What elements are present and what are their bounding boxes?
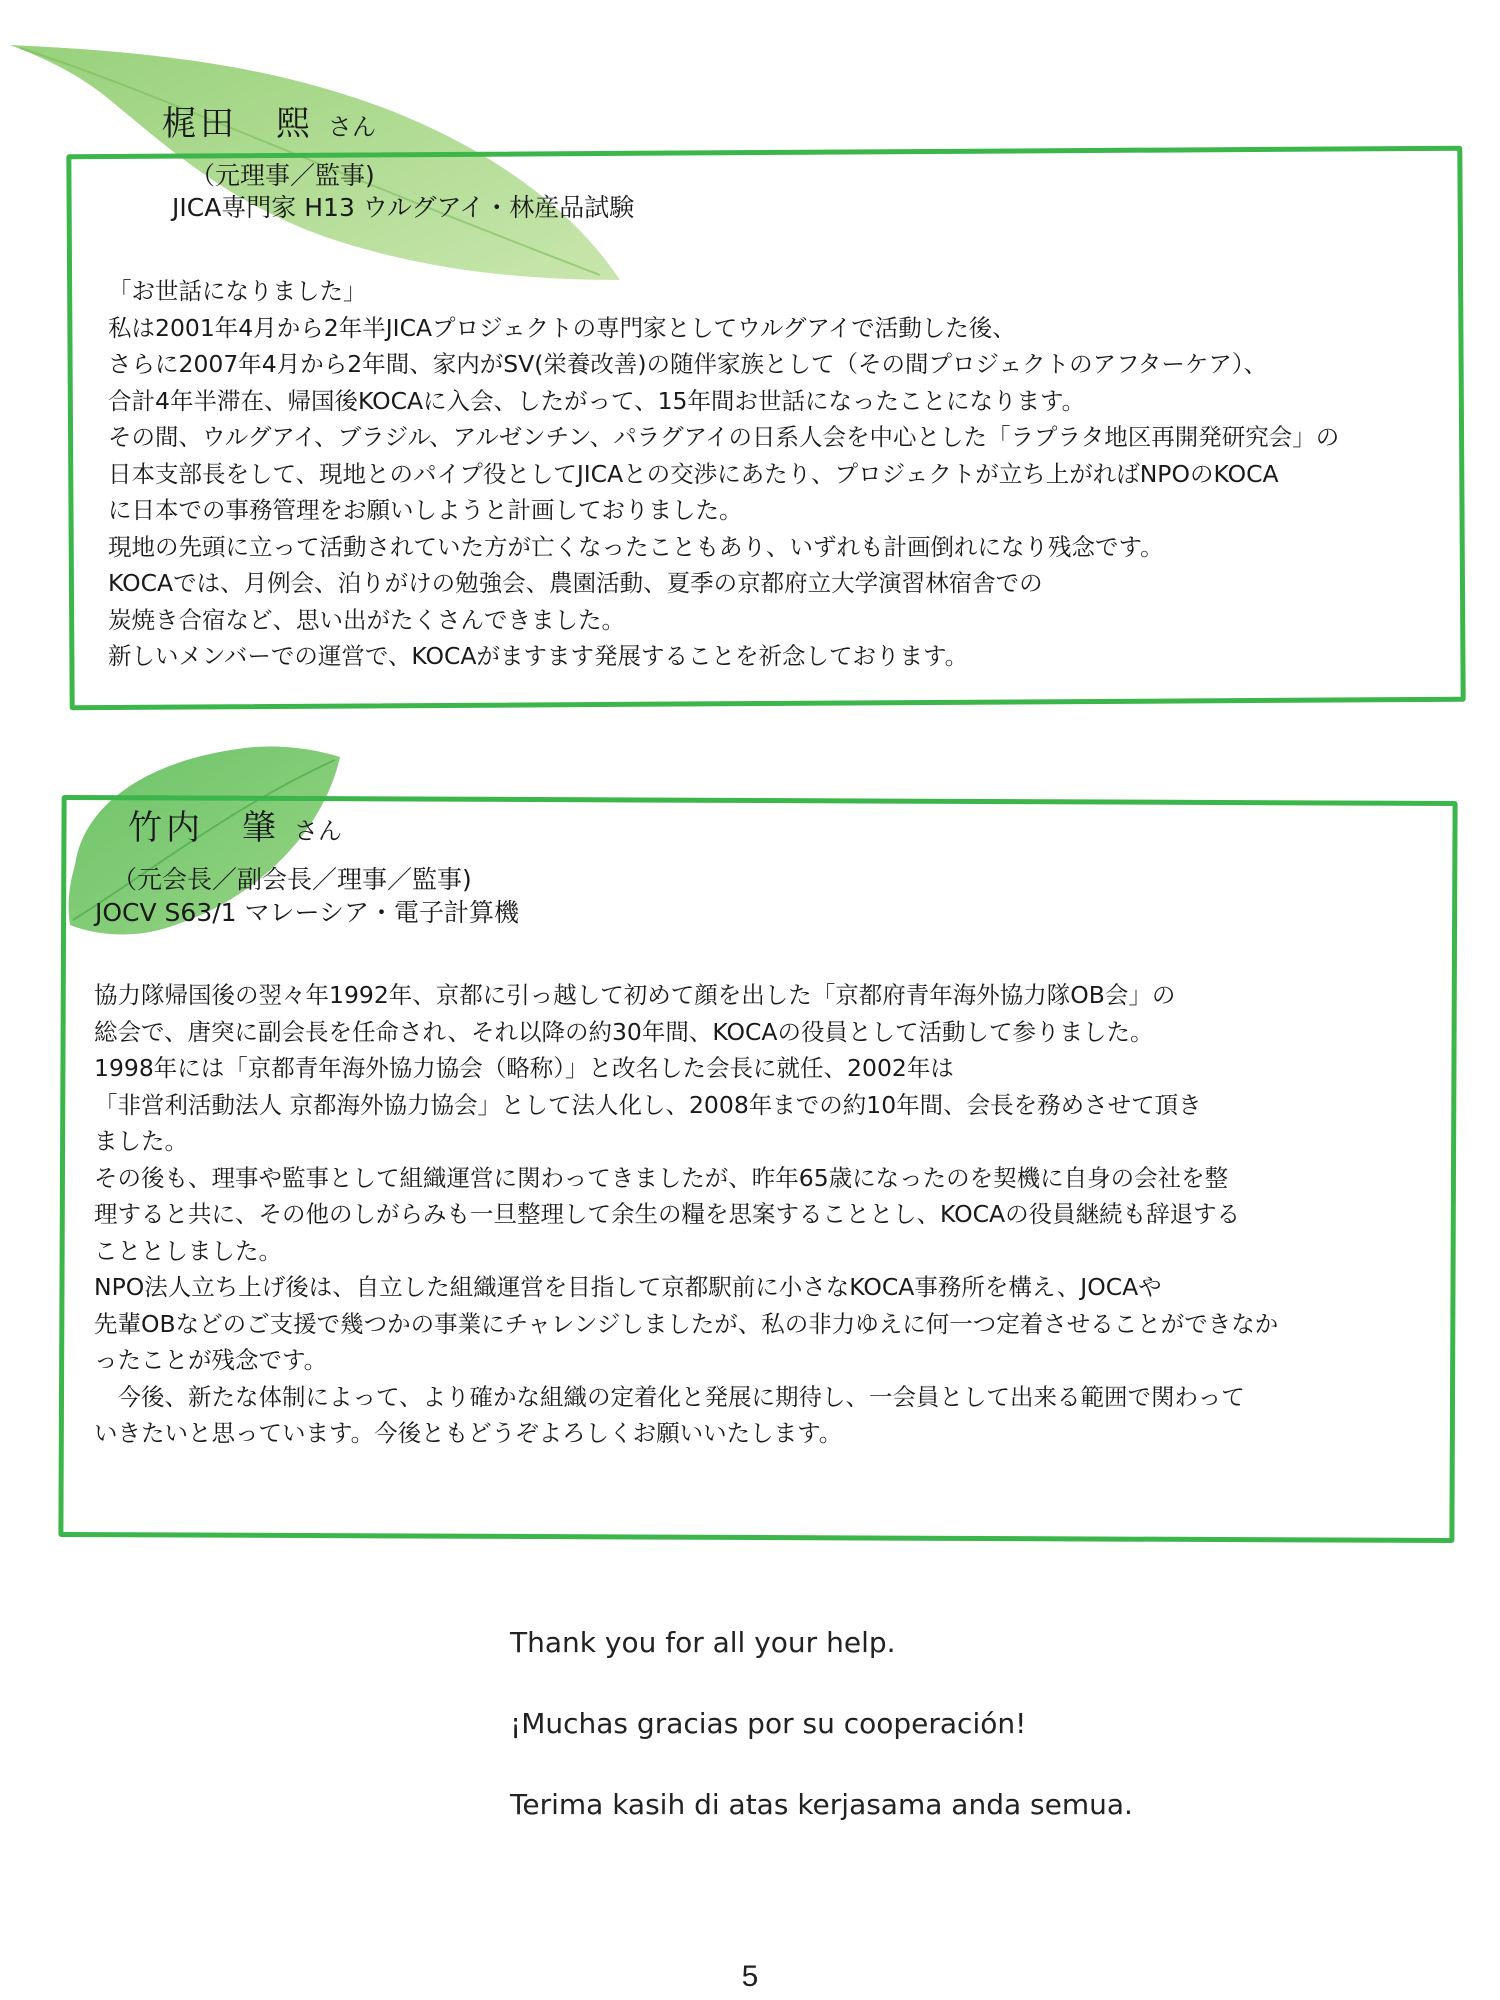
body-line: 「非営利活動法人 京都海外協力協会」として法人化し、2008年までの約10年間、会長を務めさせて頂き [94, 1090, 1202, 1119]
body-line: ました。 [94, 1127, 188, 1155]
body-line: 現地の先頭に立って活動されていた方が亡くなったこともあり、いずれも計画倒れになり残念です。 [108, 532, 1164, 561]
body-line: 炭焼き合宿など、思い出がたくさんできました。 [108, 605, 625, 634]
author-role-1: （元理事／監事) [190, 161, 375, 190]
body-line: に日本での事務管理をお願いしようと計画しておりました。 [108, 496, 743, 524]
body-line: 先輩OBなどのご支援で幾つかの事業にチャレンジしましたが、私の非力ゆえに何一つ定着させることができなか [94, 1309, 1279, 1338]
body-line: その間、ウルグアイ、ブラジル、アルゼンチン、パラグアイの日系人会を中心とした「ラプラタ地区再開発研究会」の [108, 423, 1340, 451]
body-line: 私は2001年4月から2年半JICAプロジェクトの専門家としてウルグアイで活動した後、 [108, 313, 1016, 342]
body-line: こととしました。 [94, 1236, 282, 1265]
body-line: いきたいと思っています。今後ともどうぞよろしくお願いいたします。 [94, 1419, 843, 1447]
body-line: 合計4年半滞在、帰国後KOCAに入会、したがって、15年間お世話になったことになります。 [108, 386, 1086, 415]
author-name-text: 梶田 熙 [162, 104, 314, 144]
body-line: 日本支部長をして、現地とのパイプ役としてJICAとの交渉にあたり、プロジェクトが立ち上がればNPOのKOCA [108, 459, 1279, 488]
body-line: 理すると共に、その他のしがらみも一旦整理して余生の糧を思案することとし、KOCAの役員継続も辞退する [94, 1200, 1241, 1228]
body-line: 「お世話になりました」 [108, 277, 367, 305]
body-line: ったことが残念です。 [94, 1346, 328, 1374]
message-body-2 [94, 977, 1278, 1452]
page-number: 5 [741, 1960, 759, 1993]
body-line: KOCAでは、月例会、泊りがけの勉強会、農園活動、夏季の京都府立大学演習林宿舎での [108, 569, 1043, 597]
body-line: 今後、新たな体制によって、より確かな組織の定着化と発展に期待し、一会員として出来る範囲で関わって [94, 1382, 1245, 1411]
body-line: その後も、理事や監事として組織運営に関わってきましたが、昨年65歳になったのを契機に自身の会社を整 [94, 1163, 1229, 1192]
body-line: 協力隊帰国後の翌々年1992年、京都に引っ越して初めて顔を出した「京都府青年海外協力隊OB会」の [94, 981, 1176, 1009]
author-name-2 [128, 800, 342, 849]
thanks-spanish: ¡Muchas gracias por su cooperación! [510, 1707, 1027, 1740]
thanks-english: Thank you for all your help. [510, 1626, 896, 1659]
honorific: さん [294, 817, 342, 845]
author-name-1 [162, 96, 376, 145]
thanks-malay: Terima kasih di atas kerjasama anda semua. [510, 1788, 1133, 1821]
author-affiliation-2: JOCV S63/1 マレーシア・電子計算機 [95, 898, 520, 927]
thanks-block [510, 1625, 1133, 1868]
body-line: 1998年には「京都青年海外協力協会（略称）」と改名した会長に就任、2002年は [94, 1054, 954, 1082]
author-name-text: 竹内 肇 [128, 808, 280, 848]
message-body-1 [108, 273, 1339, 675]
body-line: さらに2007年4月から2年間、家内がSV(栄養改善)の随伴家族として（その間プロジェクトのアフターケア）、 [108, 350, 1268, 378]
body-line: NPO法人立ち上げ後は、自立した組織運営を目指して京都駅前に小さなKOCA事務所を構え、JOCAや [94, 1273, 1162, 1301]
author-affiliation-1: JICA専門家 H13 ウルグアイ・林産品試験 [172, 193, 635, 222]
body-line: 総会で、唐突に副会長を任命され、それ以降の約30年間、KOCAの役員として活動して参りました。 [94, 1017, 1154, 1046]
author-role-2: （元会長／副会長／理事／監事) [112, 865, 472, 894]
body-line: 新しいメンバーでの運営で、KOCAがますます発展することを祈念しております。 [108, 642, 969, 670]
honorific: さん [328, 113, 376, 141]
